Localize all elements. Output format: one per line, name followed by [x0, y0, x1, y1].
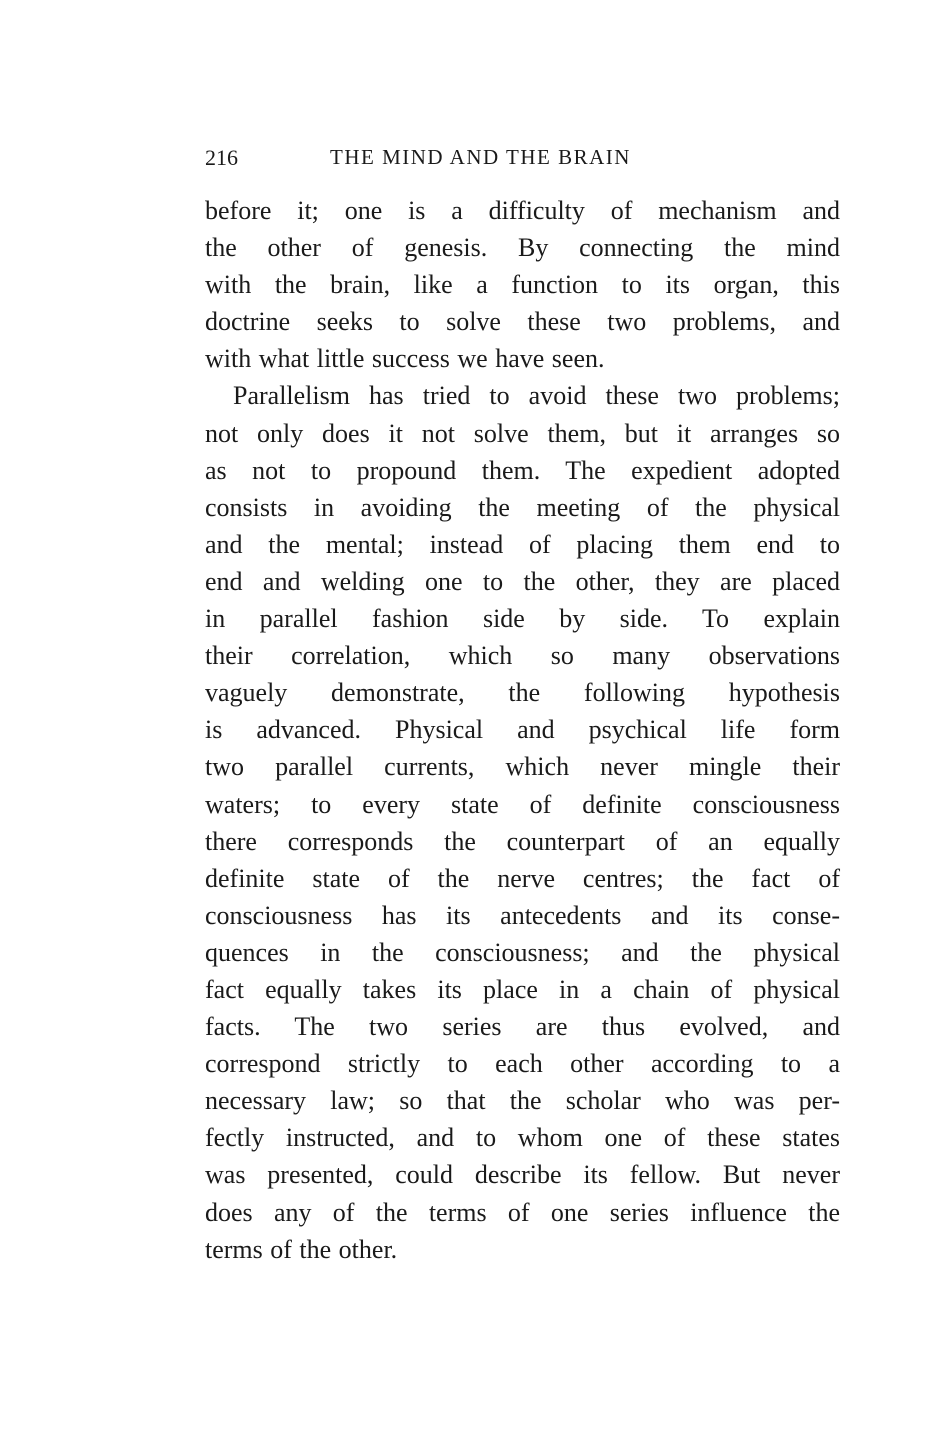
text-line: Parallelism has tried to avoid these two problems;: [233, 381, 840, 411]
text-line: fact equally takes its place in a chain of physical: [205, 974, 840, 1004]
text-line: consciousness has its antecedents and its conse-: [205, 900, 840, 930]
text-line: and the mental; instead of placing them end to: [205, 529, 840, 559]
text-line: facts. The two series are thus evolved, and: [205, 1012, 840, 1042]
text-line: necessary law; so that the scholar who was per-: [205, 1086, 840, 1116]
text-line: does any of the terms of one series influence the: [205, 1197, 840, 1227]
text-line: terms of the other.: [205, 1234, 398, 1264]
text-line: definite state of the nerve centres; the fact of: [205, 863, 840, 893]
text-line: two parallel currents, which never mingle their: [205, 752, 840, 782]
page-number: 216: [205, 145, 238, 170]
text-line: correspond strictly to each other according to a: [205, 1049, 840, 1079]
text-line: with the brain, like a function to its organ, this: [205, 270, 840, 300]
text-line: quences in the consciousness; and the physical: [205, 937, 840, 967]
text-line: not only does it not solve them, but it arranges so: [205, 418, 840, 448]
text-line: with what little success we have seen.: [205, 344, 605, 374]
text-line: was presented, could describe its fellow. But never: [205, 1160, 840, 1190]
running-title: THE MIND AND THE BRAIN: [330, 145, 631, 169]
text-line: end and welding one to the other, they are placed: [205, 566, 840, 596]
text-line: the other of genesis. By connecting the mind: [205, 233, 840, 263]
text-line: is advanced. Physical and psychical life form: [205, 715, 840, 745]
text-line: as not to propound them. The expedient adopted: [205, 455, 840, 485]
text-line: doctrine seeks to solve these two problems, and: [205, 307, 840, 337]
page-body: [205, 192, 840, 1268]
text-line: their correlation, which so many observations: [205, 641, 840, 671]
text-line: vaguely demonstrate, the following hypothesis: [205, 678, 840, 708]
text-line: in parallel fashion side by side. To explain: [205, 604, 840, 634]
text-line: waters; to every state of definite consciousness: [205, 789, 840, 819]
text-line: fectly instructed, and to whom one of these states: [205, 1123, 840, 1153]
text-line: consists in avoiding the meeting of the physical: [205, 492, 840, 522]
paragraph: [205, 192, 840, 377]
text-line: before it; one is a difficulty of mechanism and: [205, 196, 840, 225]
text-line: there corresponds the counterpart of an equally: [205, 826, 840, 856]
page-header: [205, 145, 840, 175]
paragraph: [205, 377, 840, 1267]
